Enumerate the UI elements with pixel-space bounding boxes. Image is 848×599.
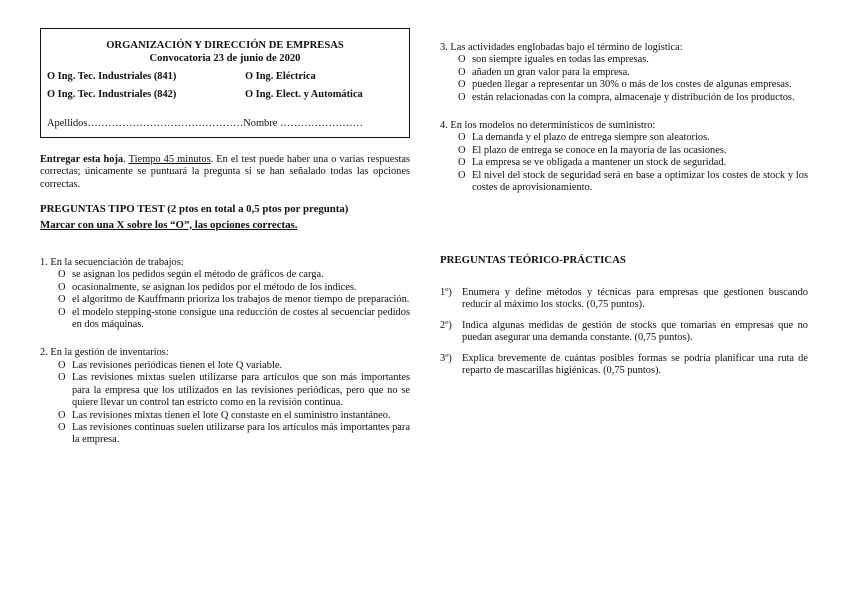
- answer-option[interactable]: [440, 145, 808, 157]
- option-text: Las revisiones mixtas tienen el lote Q constaste en el suministro instantáneo.: [72, 409, 391, 421]
- question-number: 2º): [440, 319, 452, 331]
- option-text: El nivel del stock de seguridad será en base a optimizar los costes de stock y los costes de aprovisionamiento.: [472, 169, 808, 194]
- theory-practice-list: [440, 287, 808, 377]
- question-text: Indica algunas medidas de gestión de stocks que tomarías en empresas que no puedan asegurar una demanda constante. (0,75 puntos).: [462, 319, 808, 344]
- option-marker[interactable]: O: [458, 79, 466, 91]
- option-text: ocasionalmente, se asignan los pedidos por el método de los índices.: [72, 281, 357, 293]
- degree-row-2: [47, 89, 403, 101]
- option-marker[interactable]: O: [458, 157, 466, 169]
- answer-option[interactable]: [440, 132, 808, 144]
- option-marker[interactable]: O: [58, 269, 66, 281]
- question-title: 4. En los modelos no determinísticos de suministro:: [440, 120, 656, 132]
- intro-time: Tiempo 45 minutos: [128, 154, 211, 165]
- degree-row-1: [47, 71, 403, 83]
- exam-title: ORGANIZACIÓN Y DIRECCIÓN DE EMPRESAS: [106, 40, 344, 51]
- answer-option[interactable]: [440, 92, 808, 104]
- option-text: se asignan los pedidos según el método de gráficos de carga.: [72, 269, 324, 281]
- apellidos-label: Apellidos: [47, 117, 88, 129]
- intro-bold: Entregar esta hoja: [40, 154, 124, 165]
- option-marker[interactable]: O: [458, 169, 466, 181]
- question-text: Enumera y define métodos y técnicas para empresas que gestionen buscando reducir al máximo los stocks. (0,75 puntos).: [462, 286, 808, 311]
- option-text: añaden un gran valor para la empresa.: [472, 66, 630, 78]
- intro-sep: .: [123, 154, 129, 165]
- degree-option-electrica[interactable]: O Ing. Eléctrica: [245, 71, 316, 82]
- option-text: el algoritmo de Kauffmann prioriza los trabajos de menor tiempo de preparación.: [72, 294, 410, 306]
- option-marker[interactable]: O: [458, 132, 466, 144]
- option-marker[interactable]: O: [58, 409, 66, 421]
- option-marker[interactable]: O: [458, 91, 466, 103]
- degree-option-841[interactable]: O Ing. Tec. Industriales (841): [47, 71, 177, 82]
- option-text: pueden llegar a representar un 30% o más de los costes de algunas empresas.: [472, 79, 792, 91]
- question-3: [440, 42, 808, 104]
- question-title: 2. En la gestión de inventarios:: [40, 347, 169, 359]
- option-marker[interactable]: O: [458, 54, 466, 66]
- answer-option[interactable]: [40, 294, 410, 306]
- option-text: La empresa se ve obligada a mantener un stock de seguridad.: [472, 157, 727, 169]
- test-section-title: PREGUNTAS TIPO TEST (2 ptos en total a 0,5 ptos por pregunta): [40, 203, 349, 216]
- apellidos-field[interactable]: ………………………………………: [87, 117, 244, 129]
- option-text: El plazo de entrega se conoce en la mayoría de las ocasiones.: [472, 144, 727, 156]
- option-text: Las revisiones mixtas suelen utilizarse para artículos que son más importantes para la empresa que los utilizados en las revisiones periódicas, pero que no se quiere llevar un control tan estricto como en la revisión continua.: [72, 372, 410, 409]
- answer-option[interactable]: [40, 282, 410, 294]
- theory-question: [440, 320, 808, 345]
- option-marker[interactable]: O: [58, 294, 66, 306]
- option-text: La demanda y el plazo de entrega siempre son aleatorios.: [472, 132, 710, 144]
- option-text: están relacionadas con la compra, almacenaje y distribución de los productos.: [472, 91, 795, 103]
- instructions-paragraph: [40, 154, 410, 191]
- answer-option[interactable]: [440, 67, 808, 79]
- question-number: 3º): [440, 352, 452, 364]
- option-marker[interactable]: O: [58, 372, 66, 384]
- option-marker[interactable]: O: [58, 281, 66, 293]
- answer-option[interactable]: [40, 372, 410, 409]
- question-number: 1º): [440, 286, 452, 298]
- nombre-field[interactable]: ……………………: [279, 117, 364, 129]
- theory-practice-title: PREGUNTAS TEÓRICO-PRÁCTICAS: [440, 254, 626, 267]
- option-text: el modelo stepping-stone consigue una reducción de costes al secuenciar pedidos en dos máquinas.: [72, 306, 410, 331]
- theory-question: [440, 353, 808, 378]
- question-2: [40, 347, 410, 446]
- option-text: son siempre iguales en todas las empresas.: [472, 54, 649, 66]
- option-marker[interactable]: O: [458, 66, 466, 78]
- answer-option[interactable]: [440, 54, 808, 66]
- option-text: Las revisiones periódicas tienen el lote Q variable.: [72, 359, 283, 371]
- intro-rest: . En el test puede haber una o varias respuestas correctas; únicamente se puntuará la pregunta si se han señalado todas las opciones correctas.: [40, 154, 411, 190]
- option-text: Las revisiones continuas suelen utilizarse para los artículos más importantes para la empresa.: [72, 421, 410, 446]
- answer-option[interactable]: [440, 170, 808, 195]
- degree-option-842[interactable]: O Ing. Tec. Industriales (842): [47, 89, 177, 101]
- right-column: [440, 42, 808, 385]
- answer-option[interactable]: [40, 410, 410, 422]
- answer-option[interactable]: [40, 422, 410, 447]
- answer-option[interactable]: [40, 360, 410, 372]
- exam-header-box: [40, 28, 410, 138]
- option-marker[interactable]: O: [58, 359, 66, 371]
- theory-question: [440, 287, 808, 312]
- question-4: [440, 120, 808, 194]
- test-instruction: Marcar con una X sobre los “O”, las opciones correctas.: [40, 218, 298, 231]
- answer-option[interactable]: [40, 269, 410, 281]
- question-1: [40, 257, 410, 331]
- answer-option[interactable]: [440, 157, 808, 169]
- answer-option[interactable]: [440, 79, 808, 91]
- nombre-label: Nombre: [243, 117, 278, 129]
- option-marker[interactable]: O: [458, 144, 466, 156]
- degree-option-automatica[interactable]: O Ing. Elect. y Automática: [245, 89, 363, 101]
- answer-option[interactable]: [40, 307, 410, 332]
- name-fields-line: [47, 118, 403, 130]
- question-title: 3. Las actividades englobadas bajo el término de logística:: [440, 42, 683, 53]
- question-text: Explica brevemente de cuántas posibles formas se podría planificar una ruta de reparto de mascarillas higiénicas. (0,75 puntos).: [462, 352, 808, 376]
- option-marker[interactable]: O: [58, 421, 66, 433]
- left-column: [40, 28, 410, 447]
- exam-subtitle: Convocatoria 23 de junio de 2020: [149, 53, 301, 64]
- option-marker[interactable]: O: [58, 306, 66, 318]
- question-title: 1. En la secuenciación de trabajos:: [40, 257, 184, 269]
